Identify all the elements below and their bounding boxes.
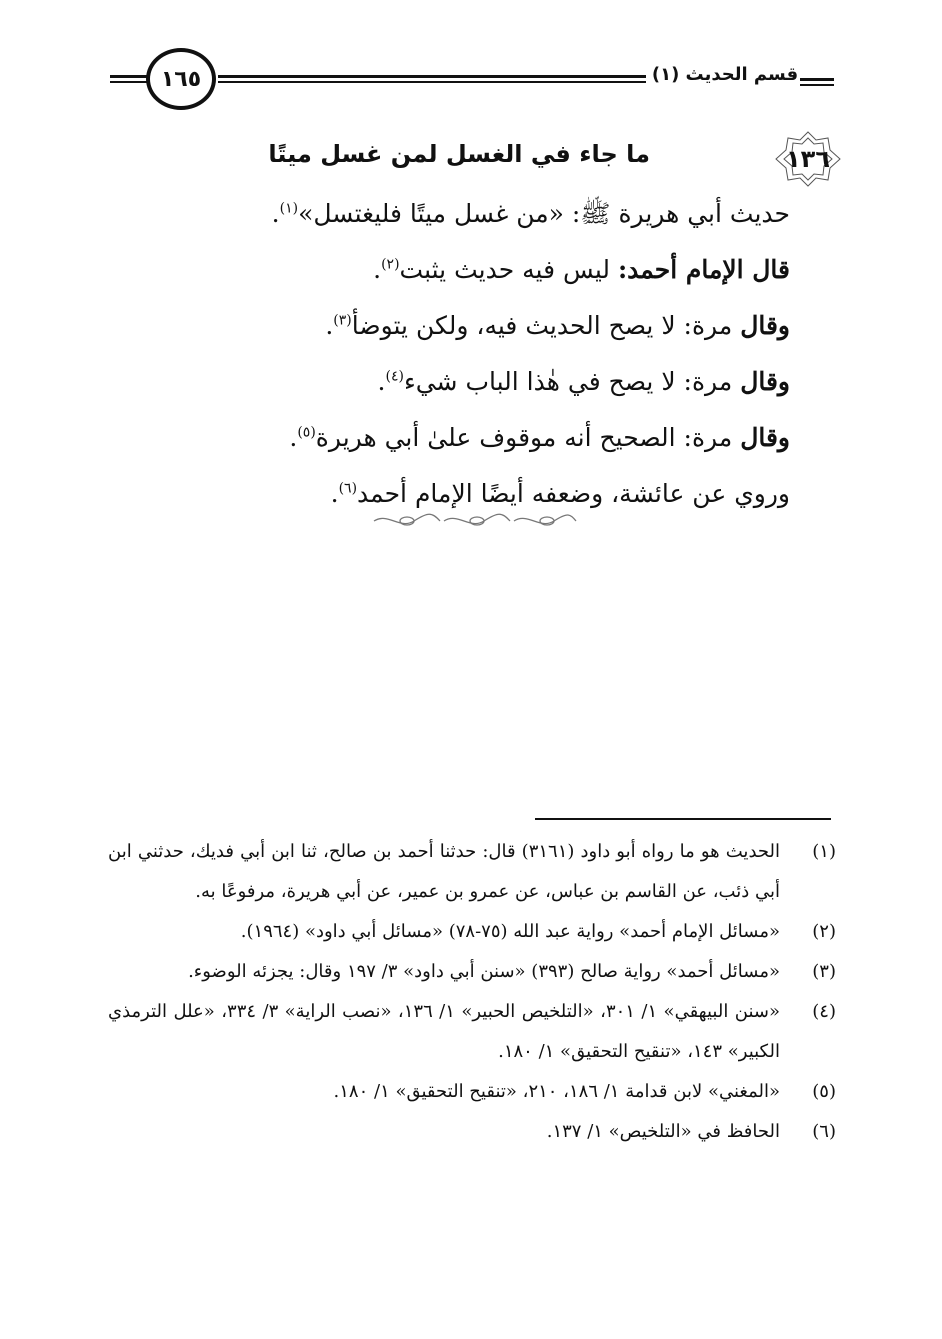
- footnote-number: (٤): [812, 1001, 836, 1022]
- footnote-number: (٥): [812, 1081, 836, 1102]
- text-line-2: قال الإمام أحمد: ليس فيه حديث يثبت$^{(٢)}$.: [373, 255, 790, 284]
- footnote-ref[interactable]: (٦): [338, 480, 358, 497]
- running-head: قسم الحديث (١): [651, 64, 799, 85]
- footnote-number: (٦): [812, 1121, 836, 1142]
- footnote-2: [108, 912, 836, 952]
- text-line-4: وقال مرة: لا يصح في هٰذا الباب شيء$^{(٤)}$.: [377, 367, 790, 396]
- footnote-3: [108, 952, 836, 992]
- page-header: [0, 0, 942, 130]
- footnote-number: (١): [812, 841, 836, 862]
- footnote-ref[interactable]: (٤): [385, 368, 404, 385]
- footnotes: [108, 832, 836, 1152]
- footnote-ref[interactable]: (٢): [381, 256, 400, 273]
- footnote-text: «مسائل الإمام أحمد» رواية عبد الله (٧٥-٧٨) «مسائل أبي داود» (١٩٦٤).: [240, 921, 780, 942]
- footnote-6: [108, 1112, 836, 1152]
- text-line-5: وقال مرة: الصحيح أنه موقوف علىٰ أبي هريرة$^{(٥)}$.: [289, 423, 790, 452]
- footnote-1: [108, 832, 836, 912]
- footnote-separator: [535, 818, 831, 820]
- page-number-badge: [146, 48, 216, 110]
- header-rule-tail: [800, 78, 834, 87]
- section-title: ما جاء في الغسل لمن غسل ميتًا: [268, 140, 650, 168]
- footnote-number: (٣): [812, 961, 836, 982]
- footnote-text: «المغني» لابن قدامة ١/ ١٨٦، ٢١٠، «تنقيح التحقيق» ١/ ١٨٠.: [333, 1081, 780, 1102]
- page-number: ١٦٥: [160, 66, 202, 92]
- header-rule-left: [110, 75, 150, 84]
- footnote-number: (٢): [812, 921, 836, 942]
- footnote-ref[interactable]: (١): [279, 200, 299, 217]
- footnote-text: الحديث هو ما رواه أبو داود (٣١٦١) قال: حدثنا أحمد بن صالح، ثنا ابن أبي فديك، حدثني ابن أبي ذئب، عن القاسم بن عباس، عن عمرو بن عمير، عن أبي هريرة، مرفوعًا به.: [108, 841, 780, 902]
- text-line-6: وروي عن عائشة، وضعفه أيضًا الإمام أحمد$^{(٦)}$.: [330, 479, 790, 508]
- footnote-ref[interactable]: (٣): [333, 312, 352, 329]
- footnote-text: «سنن البيهقي» ١/ ٣٠١، «التلخيص الحبير» ١/ ١٣٦، «نصب الراية» ٣/ ٣٣٤، «علل الترمذي الكبير» ١٤٣، «تنقيح التحقيق» ١/ ١٨٠.: [108, 1001, 780, 1062]
- header-rule-right: [218, 75, 646, 84]
- text-line-3: وقال مرة: لا يصح الحديث فيه، ولكن يتوضأ$^{(٣)}$.: [325, 311, 790, 340]
- section-number-ornament: [772, 130, 844, 188]
- text-line-1: حديث أبي هريرة ﷺ: «من غسل ميتًا فليغتسل»$^{(١)}$.: [271, 199, 790, 228]
- footnote-5: [108, 1072, 836, 1112]
- section-divider-ornament-icon: [370, 510, 580, 532]
- main-text: [150, 186, 790, 522]
- footnote-ref[interactable]: (٥): [297, 424, 316, 441]
- footnote-text: الحافظ في «التلخيص» ١/ ١٣٧.: [546, 1121, 780, 1142]
- footnote-4: [108, 992, 836, 1072]
- footnote-text: «مسائل أحمد» رواية صالح (٣٩٣) «سنن أبي داود» ٣/ ١٩٧ وقال: يجزئه الوضوء.: [188, 961, 780, 982]
- section-number: ١٣٦: [786, 145, 830, 173]
